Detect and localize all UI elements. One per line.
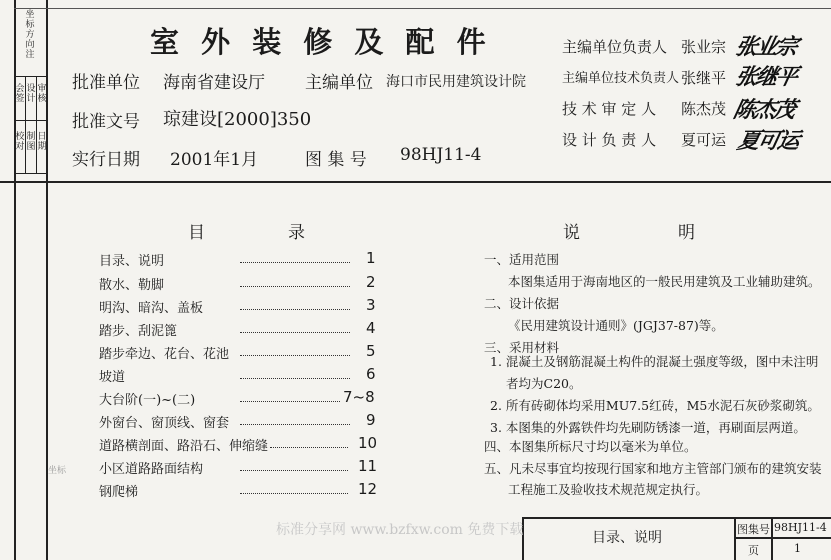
strip-hline-2 [14, 120, 47, 121]
left-strip [14, 8, 47, 181]
note-line: 三、采用材料 [484, 340, 560, 355]
resp-name-1: 张业宗 [681, 38, 727, 56]
strip-cell-2-3: 日期 [37, 132, 47, 152]
toc-leader [270, 447, 348, 448]
watermark: 标准分享网 www.bzfxw.com 免费下载 [276, 522, 524, 538]
titleblock-page-label: 页 [748, 544, 759, 557]
date-label: 实行日期 [72, 150, 140, 170]
resp-role-4: 设 计 负 责 人 [562, 131, 657, 149]
toc-item-page: 6 [366, 365, 376, 383]
toc-item-label: 小区道路路面结构 [99, 462, 204, 477]
note-line: 2. 所有砖砌体均采用MU7.5红砖，M5水泥石灰砂浆砌筑。 [490, 398, 820, 413]
note-line: 者均为C20。 [506, 376, 582, 391]
toc-leader [240, 332, 350, 333]
strip-cell-2-2: 制图 [26, 132, 36, 152]
editor-value: 海口市民用建筑设计院 [386, 74, 526, 90]
toc-heading-right: 录 [288, 223, 305, 243]
strip-hline-1 [14, 76, 47, 77]
toc-leader [240, 262, 350, 263]
toc-item-page: 3 [366, 296, 376, 314]
toc-item-page: 5 [366, 342, 376, 360]
resp-name-4: 夏可运 [681, 131, 727, 149]
toc-item-label: 踏步、刮泥篦 [99, 324, 178, 339]
signature-2: 张继平 [732, 65, 799, 90]
toc-item-label: 踏步牵边、花台、花池 [99, 347, 230, 362]
atlas-value: 98HJ11-4 [400, 145, 482, 165]
note-line: 一、适用范围 [484, 252, 560, 267]
toc-leader [240, 470, 348, 471]
resp-name-3: 陈杰茂 [681, 100, 727, 118]
frame-header-top [14, 8, 831, 9]
sheet-title: 目录、说明 [592, 530, 662, 546]
titleblock-page-value: 1 [794, 542, 801, 555]
strip-cell-1-2: 设计 [26, 84, 36, 104]
note-line: 1. 混凝土及钢筋混凝土构件的混凝土强度等级，图中未注明 [490, 354, 819, 369]
page-title: 室 外 装 修 及 配 件 [150, 25, 492, 59]
strip-cell-2-1: 校对 [15, 132, 25, 152]
titleblock-atlas-label: 图集号 [737, 523, 770, 536]
titleblock-top [522, 517, 831, 519]
titleblock-atlas-value: 98HJ11-4 [774, 521, 827, 534]
toc-item-label: 大台阶(一)~(二) [99, 393, 196, 408]
note-line: 本图集适用于海南地区的一般民用建筑及工业辅助建筑。 [508, 274, 821, 289]
toc-leader [240, 355, 350, 356]
toc-item-label: 道路横剖面、路沿石、伸缩缝 [99, 439, 269, 454]
resp-role-3: 技 术 审 定 人 [562, 100, 657, 118]
toc-leader [240, 493, 348, 494]
strip-cell-1-3: 审核 [37, 84, 47, 104]
scan-stamp: 坐标 [48, 466, 67, 476]
titleblock-hmid [734, 537, 831, 539]
resp-role-1: 主编单位负责人 [562, 38, 668, 56]
toc-leader [240, 286, 350, 287]
atlas-label: 图 集 号 [305, 150, 367, 170]
signature-4: 夏可运 [734, 129, 801, 154]
doc-value: 琼建设[2000]350 [163, 109, 312, 130]
toc-heading-left: 目 [188, 223, 205, 243]
strip-top-text: 坐标方向注 [25, 10, 35, 60]
toc-item-page: 9 [366, 411, 376, 429]
toc-leader [240, 401, 340, 402]
signature-1: 张业宗 [732, 35, 799, 60]
approval-value: 海南省建设厅 [163, 73, 265, 93]
doc-label: 批准文号 [72, 112, 140, 132]
toc-item-page: 10 [358, 434, 378, 452]
toc-item-label: 钢爬梯 [99, 485, 139, 500]
toc-item-page: 12 [358, 480, 378, 498]
editor-label: 主编单位 [305, 73, 373, 93]
toc-item-label: 散水、勒脚 [99, 278, 165, 293]
toc-item-page: 1 [366, 249, 376, 267]
strip-hline-3 [14, 173, 47, 174]
note-line: 工程施工及验收技术规范规定执行。 [508, 482, 709, 497]
note-line: 3. 本图集的外露铁件均先刷防锈漆一道，再刷面层两道。 [490, 420, 806, 435]
toc-leader [240, 424, 350, 425]
frame-header-bottom [0, 181, 831, 183]
strip-cell-1-1: 会签 [15, 84, 25, 104]
toc-item-page: 11 [358, 457, 378, 475]
toc-item-label: 外窗台、窗顶线、窗套 [99, 416, 230, 431]
toc-item-label: 明沟、暗沟、盖板 [99, 301, 204, 316]
note-line: 二、设计依据 [484, 296, 560, 311]
toc-item-label: 坡道 [99, 370, 126, 385]
toc-leader [240, 378, 350, 379]
date-value: 2001年1月 [170, 150, 259, 170]
resp-name-2: 张继平 [681, 69, 727, 87]
toc-item-label: 目录、说明 [99, 254, 165, 269]
signature-3: 陈杰茂 [730, 98, 797, 123]
notes-heading-left: 说 [563, 223, 580, 243]
approval-label: 批准单位 [72, 73, 140, 93]
toc-item-page: 4 [366, 319, 376, 337]
titleblock-div-2 [771, 517, 773, 560]
toc-item-page: 2 [366, 273, 376, 291]
notes-heading-right: 明 [678, 223, 695, 243]
titleblock-div-1 [734, 517, 736, 560]
toc-item-page: 7~8 [343, 388, 375, 406]
note-line: 四、本图集所标尺寸均以毫米为单位。 [484, 439, 697, 454]
toc-leader [240, 309, 350, 310]
note-line: 五、凡未尽事宜均按现行国家和地方主管部门颁布的建筑安装 [484, 461, 822, 476]
note-line: 《民用建筑设计通则》(JGJ37-87)等。 [508, 318, 724, 333]
resp-role-2: 主编单位技术负责人 [562, 71, 680, 86]
